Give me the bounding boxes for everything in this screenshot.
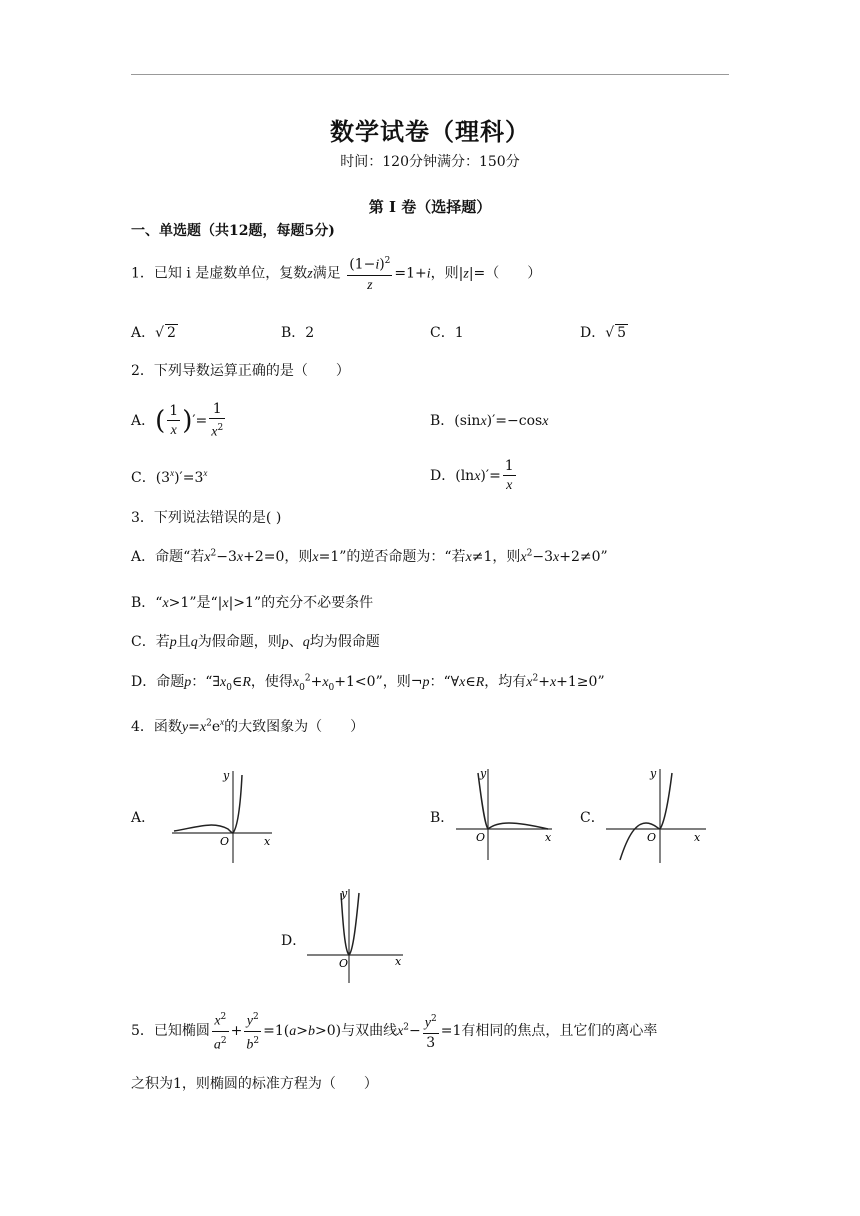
q4-graph-a[interactable] (168, 765, 278, 865)
q4-graph-c[interactable] (602, 765, 712, 865)
q2-option-c[interactable]: C．$(3^x)'=3^x$ (131, 468, 208, 486)
q4c-x-label: x (694, 831, 701, 844)
header-rule (131, 74, 729, 75)
q4c-origin-label: O (647, 831, 657, 844)
q2-option-b[interactable]: B．(sinx)′=−cosx (430, 413, 549, 429)
q4c-y-label: y (650, 767, 657, 780)
question-3: 3．下列说法错误的是( ) (131, 510, 282, 526)
question-4: 4．函数$y=x^2e^x$的大致图象为（ ） (131, 717, 365, 735)
q4-option-b-label[interactable]: B． (430, 810, 455, 826)
q4b-origin-label: O (476, 831, 486, 844)
q4a-x-label: x (264, 835, 271, 848)
q3-option-c[interactable]: C．若p且q为假命题，则p、q均为假命题 (131, 634, 380, 650)
q3-option-d[interactable]: D．命题p：“$\exists x_0\in R$，使得$x_0^2+x_0+1<0$”，则¬p：“∀x∈R，均有$x^2+x+1\ge 0$” (131, 673, 605, 693)
question-2: 2．下列导数运算正确的是（ ） (131, 363, 350, 379)
q4-option-c-label[interactable]: C． (580, 810, 605, 826)
q3-option-a[interactable]: A．命题“若$x^2-3x+2=0$，则x=1”的逆否命题为：“若x≠1，则$x^2-3x+2\ne 0$” (131, 548, 608, 565)
q4b-x-label: x (545, 831, 552, 844)
question-5: 5．已知椭圆 $\frac{x^2}{a^2}$ + $\frac{y^2}{b^2}$ =1(a>b>0)与双曲线$x^2-$ $\frac{y^2}{3}$ =1有相同的焦点，且它们的离心率 (131, 1008, 657, 1054)
q4-graph-b[interactable] (452, 765, 562, 865)
q4-option-d-label[interactable]: D． (281, 933, 307, 949)
q1-option-c[interactable]: C．1 (430, 325, 464, 341)
q1-option-a[interactable]: A．√ 2 (131, 325, 176, 341)
q4d-y-label: y (341, 887, 348, 900)
q4b-y-label: y (480, 767, 487, 780)
q4a-y-label: y (223, 769, 230, 782)
q1-option-b[interactable]: B．2 (281, 325, 315, 341)
part-heading: 一、单选题（共12题，每题5分) (131, 223, 335, 239)
q4d-x-label: x (395, 955, 402, 968)
q3-option-b[interactable]: B．“x>1”是“|x|>1”的充分不必要条件 (131, 595, 374, 611)
page-title: 数学试卷（理科） (330, 118, 530, 146)
q1-option-d[interactable]: D．√ 5 (580, 325, 627, 341)
q4-graph-d[interactable] (303, 885, 413, 985)
section-title: 第 I 卷（选择题） (368, 198, 492, 216)
q4-option-a-label[interactable]: A． (131, 810, 156, 826)
q4a-origin-label: O (220, 835, 230, 848)
q4d-origin-label: O (339, 957, 349, 970)
question-5-line-2: 之积为1，则椭圆的标准方程为（ ） (131, 1076, 378, 1092)
q2-option-d[interactable]: D．(lnx)′= $\frac{1}{x}$ (430, 458, 514, 493)
question-1: 1．已知 i 是虚数单位，复数z满足 $\frac{(1-i)^2}{z}$ =1+i，则|z|=（ ） (131, 252, 541, 295)
exam-time-info: 时间：120分钟满分：150分 (340, 154, 520, 170)
q2-option-a[interactable]: A．( $\frac{1}{x}$ )′= $\frac{1}{x^2}$ (131, 401, 224, 440)
